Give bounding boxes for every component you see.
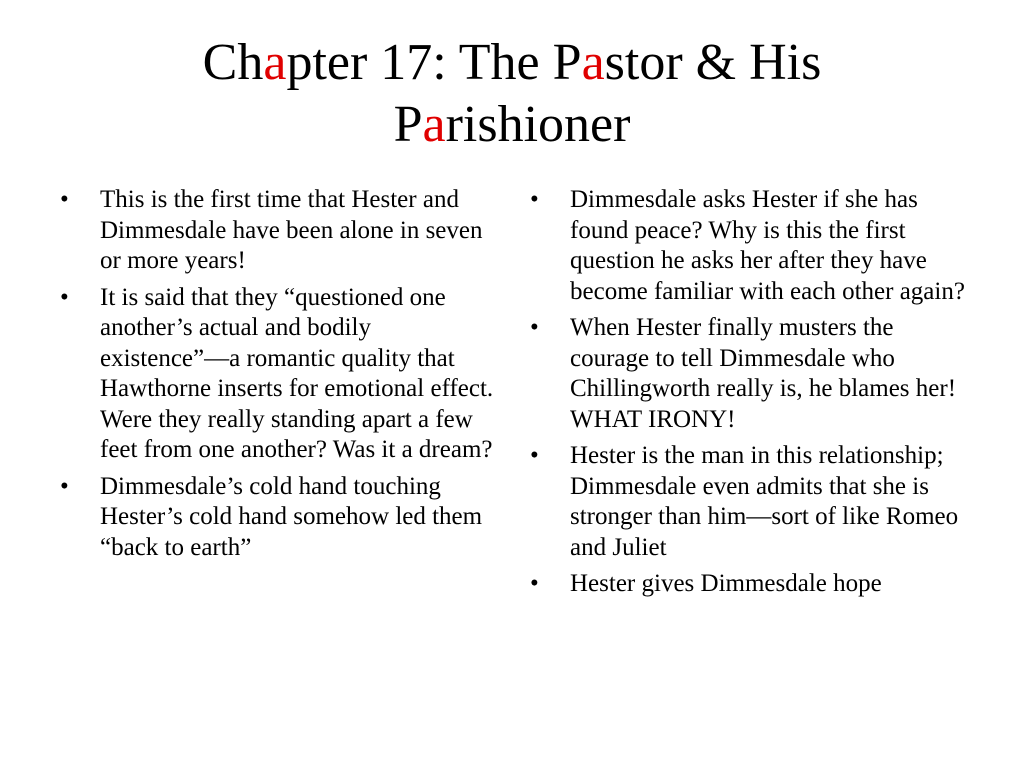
bullet-icon: • bbox=[530, 442, 539, 469]
title-part: P bbox=[393, 96, 423, 153]
left-bullet-list bbox=[58, 185, 498, 569]
title-part-highlight: a bbox=[263, 34, 287, 91]
bullet-item bbox=[528, 185, 968, 307]
right-bullet-list bbox=[528, 185, 968, 606]
slide-title bbox=[60, 32, 964, 156]
bullet-item bbox=[528, 569, 968, 600]
bullet-icon: • bbox=[60, 283, 69, 311]
bullet-text: When Hester finally musters the courage to tell Dimmesdale who Chillingworth really is, he blames her! WHAT IRONY! bbox=[570, 314, 957, 433]
bullet-icon: • bbox=[60, 186, 69, 213]
title-part: rishioner bbox=[445, 96, 631, 153]
bullet-icon: • bbox=[530, 570, 539, 597]
title-part: Ch bbox=[202, 34, 264, 91]
title-part-highlight: a bbox=[581, 34, 605, 91]
bullet-text: Hester gives Dimmesdale hope bbox=[570, 570, 882, 597]
bullet-text: Dimmesdale asks Hester if she has found peace? Why is this the first question he asks her after they have become familiar with each other again? bbox=[570, 186, 965, 305]
bullet-icon: • bbox=[530, 186, 539, 213]
title-part-highlight: a bbox=[422, 96, 446, 153]
bullet-item bbox=[528, 441, 968, 563]
bullet-text: This is the first time that Hester and Dimmesdale have been alone in seven or more years! bbox=[100, 186, 483, 274]
bullet-item bbox=[58, 283, 498, 466]
bullet-text: Dimmesdale’s cold hand touching Hester’s cold hand somehow led them “back to earth” bbox=[100, 472, 483, 561]
title-part: stor & His bbox=[604, 34, 822, 91]
bullet-item bbox=[58, 472, 498, 564]
bullet-icon: • bbox=[530, 314, 539, 341]
bullet-item bbox=[528, 313, 968, 435]
title-part: pter 17: The P bbox=[286, 34, 582, 91]
bullet-icon: • bbox=[60, 472, 69, 500]
bullet-item bbox=[58, 185, 498, 277]
bullet-text: It is said that they “questioned one another’s actual and bodily existence”—a romantic quality that Hawthorne inserts for emotional effect. Were they really standing apart a few feet from one another? Was it a dream? bbox=[100, 283, 494, 463]
bullet-text: Hester is the man in this relationship; Dimmesdale even admits that she is stronger than him—sort of like Romeo and Juliet bbox=[570, 442, 959, 561]
